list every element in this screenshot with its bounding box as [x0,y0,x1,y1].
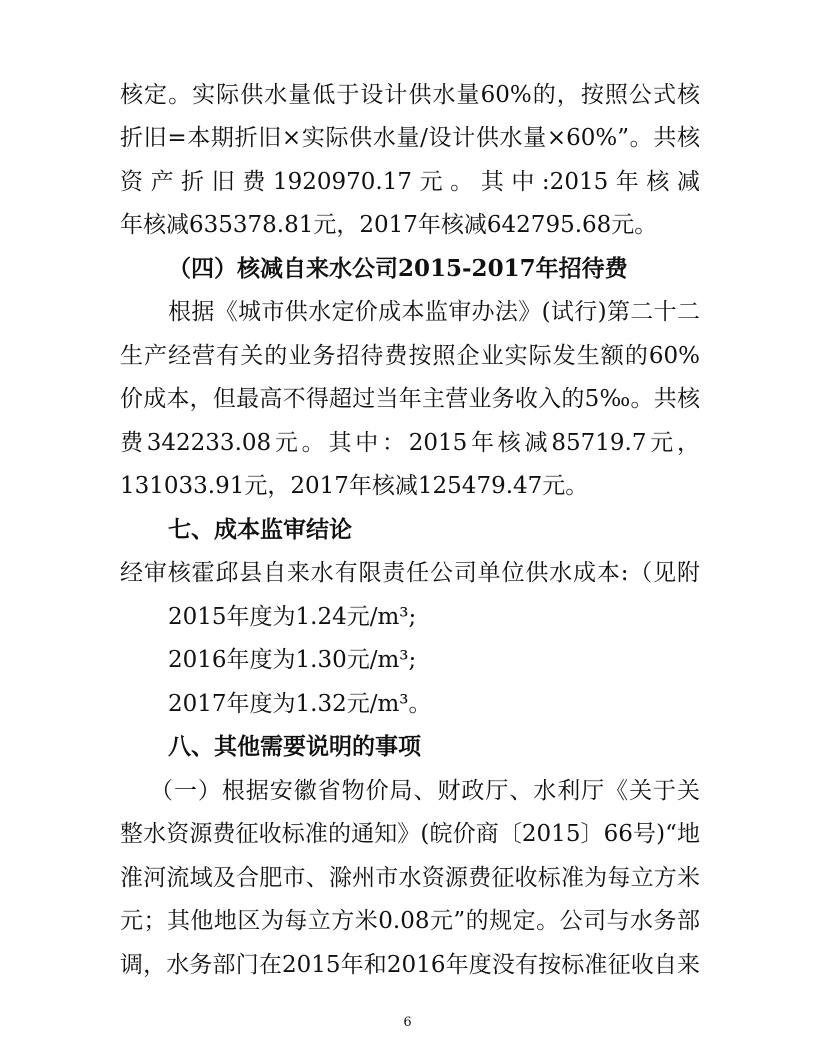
paragraph-line: 2017年度为1.32元/m³。 [168,691,432,717]
section-heading: 七、成本监审结论 [168,516,352,543]
paragraph-line: 2015年度为1.24元/m³; [168,604,417,630]
section-heading: （四）核减自来水公司2015-2017年招待费 [168,255,628,282]
paragraph-line: 折旧=本期折旧×实际供水量/设计供水量×60%”。共核 [120,125,700,151]
paragraph-line: 2016年度为1.30元/m³; [168,647,417,673]
paragraph-line: 淮河流域及合肥市、滁州市水资源费征收标准为每立方米 [120,865,700,891]
paragraph-line: 费342233.08元。其中：2015年核减85719.7元， [120,430,700,456]
paragraph-line: 核定。实际供水量低于设计供水量60%的，按照公式核 [120,82,700,108]
paragraph-line: 整水资源费征收标准的通知》(皖价商〔2015〕66号)“地 [120,821,700,847]
paragraph-line: （一）根据安徽省物价局、财政厅、水利厅《关于关 [150,778,700,804]
paragraph-line: 131033.91元，2017年核减125479.47元。 [120,473,589,499]
paragraph-line: 价成本，但最高不得超过当年主营业务收入的5‰。共核 [120,386,700,412]
paragraph-line: 元；其他地区为每立方米0.08元”的规定。公司与水务部 [120,908,700,934]
page-number: 6 [403,1015,412,1030]
paragraph-line: 生产经营有关的业务招待费按照企业实际发生额的60% [120,343,700,369]
paragraph-line: 调，水务部门在2015年和2016年度没有按标准征收自来 [120,952,700,978]
paragraph-line: 根据《城市供水定价成本监审办法》(试行)第二十二 [168,299,700,325]
paragraph-line: 年核减635378.81元，2017年核减642795.68元。 [120,212,658,238]
paragraph-line: 资产折旧费1920970.17元。其中:2015年核减 [120,169,700,195]
section-heading: 八、其他需要说明的事项 [168,733,421,760]
paragraph-line: 经审核霍邱县自来水有限责任公司单位供水成本:（见附 [120,560,700,586]
